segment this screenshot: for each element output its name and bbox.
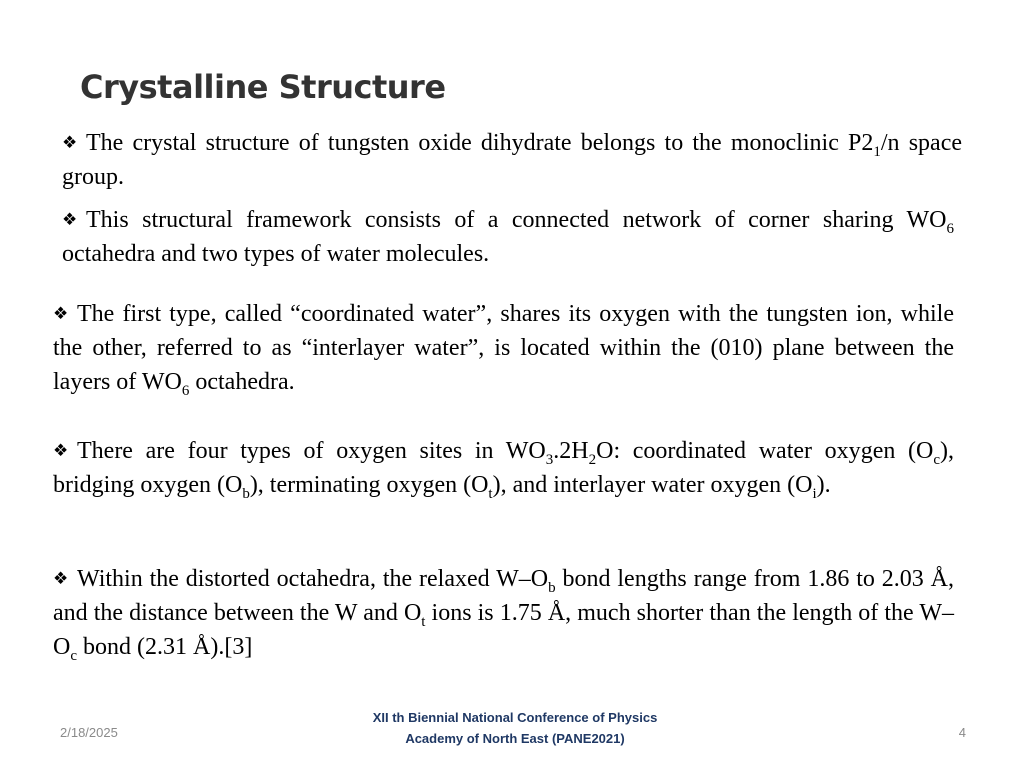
bullet-paragraph-1: ❖ The crystal structure of tungsten oxide dihydrate belongs to the monoclinic $P2_1/n$ space group. [62,126,962,194]
footer-conference [300,707,730,749]
diamond-bullet-icon: ❖ [53,304,69,323]
bullet-paragraph-3: ❖ The first type, called “coordinated water”, shares its oxygen with the tungsten ion, while the other, referred to as “interlayer water”, is located within the (010) plane between the layers of $WO_6$ octahedra. [53,297,954,399]
bullet-paragraph-5: ❖ Within the distorted octahedra, the relaxed $W-O_b$ bond lengths range from 1.86 to 2.03 Å, and the distance between the W and $O_t$ ions is 1.75 Å, much shorter than the length of the $W-O_c$ bond (2.31 Å).[3] [53,562,954,664]
diamond-bullet-icon: ❖ [62,210,78,229]
bullet-paragraph-4: ❖ There are four types of oxygen sites in $WO_3.2H_2O$: coordinated water oxygen $(O_c)$, bridging oxygen $(O_b)$, terminating oxygen $(O_t)$, and interlayer water oxygen $(O_i)$. [53,434,954,502]
conference-line-2: Academy of North East (PANE2021) [405,731,625,746]
bullet-paragraph-2: ❖ This structural framework consists of a connected network of corner sharing $WO_6$ octahedra and two types of water molecules. [62,203,954,271]
diamond-bullet-icon: ❖ [62,133,78,152]
footer-date: 2/18/2025 [60,725,118,740]
conference-line-1: XII th Biennial National Conference of Physics [372,710,658,725]
page-number: 4 [958,725,966,740]
diamond-bullet-icon: ❖ [53,441,69,460]
diamond-bullet-icon: ❖ [53,569,69,588]
slide-title: Crystalline Structure [80,68,446,106]
